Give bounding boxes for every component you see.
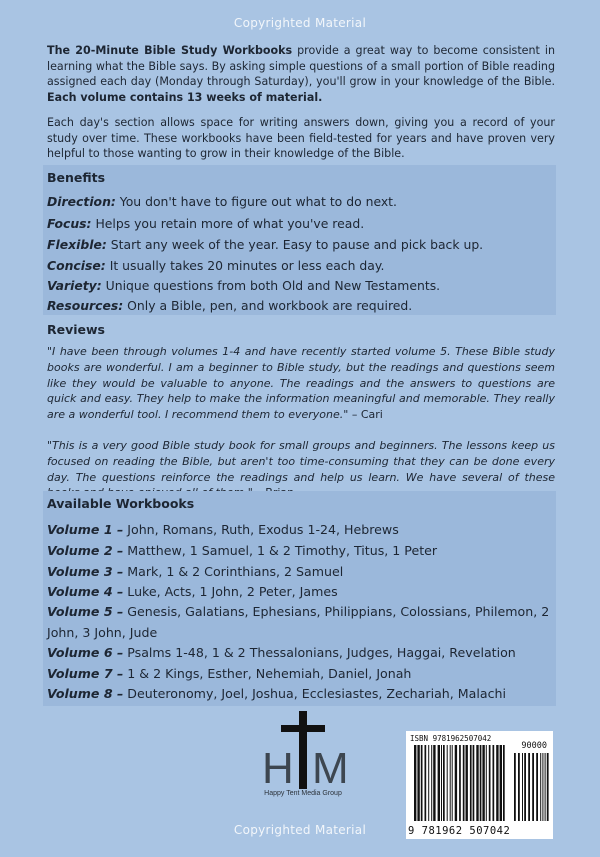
benefit-item: Resources: Only a Bible, pen, and workbook are required. (47, 298, 413, 313)
workbook-item: Volume 5 – Genesis, Galatians, Ephesians, Philippians, Colossians, Philemon, 2 John, 3 John, Jude (47, 604, 550, 640)
watermark-top: Copyrighted Material (233, 16, 367, 30)
isbn-label: ISBN 9781962507042 (410, 734, 492, 743)
cross-icon (255, 711, 355, 811)
workbook-item: Volume 6 – Psalms 1-48, 1 & 2 Thessalonians, Judges, Haggai, Revelation (47, 645, 516, 660)
benefit-item: Variety: Unique questions from both Old and New Testaments. (47, 278, 441, 293)
reviews-heading: Reviews (47, 322, 106, 337)
workbook-item: Volume 8 – Deuteronomy, Joel, Joshua, Ecclesiastes, Zechariah, Malachi (47, 686, 506, 701)
workbook-item: Volume 4 – Luke, Acts, 1 John, 2 Peter, James (47, 584, 338, 599)
publisher-logo (255, 711, 355, 811)
benefit-item: Focus: Helps you retain more of what you've read. (47, 216, 365, 231)
workbook-item: Volume 7 – 1 & 2 Kings, Esther, Nehemiah, Daniel, Jonah (47, 666, 412, 681)
workbook-item: Volume 3 – Mark, 1 & 2 Corinthians, 2 Samuel (47, 564, 344, 579)
benefits-heading: Benefits (47, 170, 106, 185)
workbook-item: Volume 1 – John, Romans, Ruth, Exodus 1-24, Hebrews (47, 522, 399, 537)
benefit-item: Direction: You don't have to figure out what to do next. (47, 194, 397, 209)
review-author: – Cari (348, 408, 383, 422)
benefit-item: Flexible: Start any week of the year. Easy to pause and pick back up. (47, 237, 484, 252)
benefit-item: Concise: It usually takes 20 minutes or less each day. (47, 258, 385, 273)
workbooks-heading: Available Workbooks (47, 496, 195, 511)
intro-title: The 20-Minute Bible Study Workbooks (47, 44, 293, 57)
barcode-digits: 9 781962 507042 (408, 825, 511, 837)
intro-paragraph-2: Each day's section allows space for writing answers down, giving you a record of your study over time. These workbooks have been field-tested for years and have proven very helpful to those wanting to grow in their knowledge of the Bible. (47, 116, 555, 161)
review-quote: "This is a very good Bible study book for small groups and beginners. The lessons keep us focused on reading the Bible, but aren't too time-consuming that they can be done every day. The questions reinforce the readings and help us learn. We have several of these (47, 438, 555, 501)
monogram-h: H (262, 744, 294, 793)
intro-text: provide a great way to become consistent in learning what the Bible says. By asking simple questions of a small portion of Bible reading assigned each day (Monday through Saturday), you'll grow in your knowledge of the Bible. (47, 44, 555, 89)
publisher-name: Happy Tent Media Group (264, 790, 342, 797)
price-code: 90000 (521, 741, 547, 751)
intro-paragraph-1 (47, 43, 555, 105)
review-quote: "I have been through volumes 1-4 and have recently started volume 5. These Bible study books are wonderful. I am a beginner to Bible study, but the readings and questions seem like they would be valuable to anyone. The readings and the answers to questions are quick and easy. They help to make the information meaningful and memorable. They really are a wonderful tool. I recommend them to everyone." – Cari (47, 345, 555, 422)
watermark-bottom: Copyrighted Material (233, 823, 367, 837)
workbook-item: Volume 2 – Matthew, 1 Samuel, 1 & 2 Timothy, Titus, 1 Peter (47, 543, 438, 558)
monogram-m: M (312, 744, 349, 793)
intro-volume-note: Each volume contains 13 weeks of material. (47, 90, 323, 104)
